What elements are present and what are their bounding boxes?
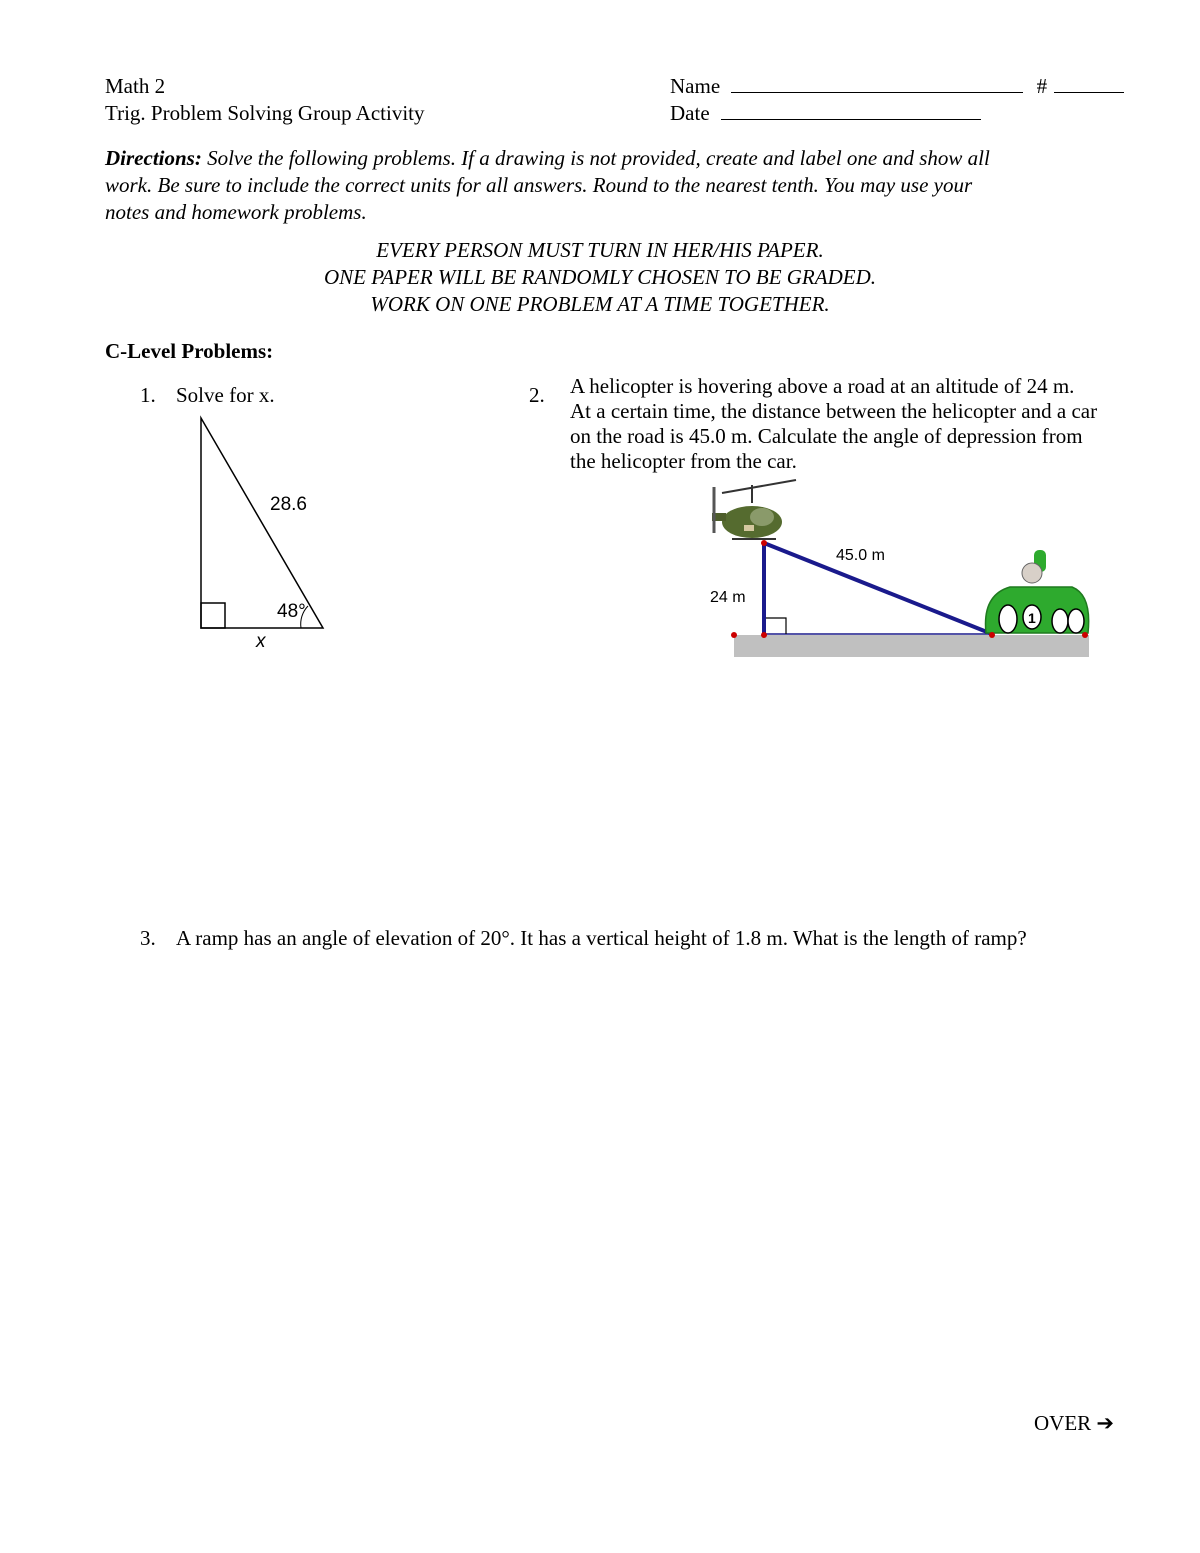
date-field[interactable] [721,101,981,120]
car-icon [986,550,1089,633]
name-label: Name [670,74,721,98]
helicopter-icon [712,480,796,539]
activity-title: Trig. Problem Solving Group Activity [105,101,425,125]
problem-2-text [570,374,1097,474]
altitude-label: 24 m [710,589,746,606]
point [761,540,767,546]
directions-line-2: work. Be sure to include the correct units for all answers. Round to the nearest tenth. You may use your [105,173,973,197]
date-label: Date [670,101,710,125]
distance-label: 45.0 m [836,547,885,564]
helicopter-figure [700,475,1100,665]
problem-2-line: At a certain time, the distance between the helicopter and a car [570,399,1098,423]
point [1082,632,1088,638]
directions-line-1: Directions: Solve the following problems. If a drawing is not provided, create and label one and show all [105,146,990,170]
angle-label: 48° [277,601,306,622]
section-title: C-Level Problems: [105,339,274,363]
number-field[interactable] [1054,74,1124,93]
problem-1-number: 1. [140,383,156,407]
date-row [670,101,981,126]
point [731,632,737,638]
point [989,632,995,638]
base-label: x [256,631,266,650]
notice-3: WORK ON ONE PROBLEM AT A TIME TOGETHER. [370,292,830,316]
problem-3-text: A ramp has an angle of elevation of 20°. It has a vertical height of 1.8 m. What is the length of ramp? [176,926,1027,950]
name-field[interactable] [731,74,1023,93]
problem-2-line: A helicopter is hovering above a road at an altitude of 24 m. [570,374,1075,398]
notice-1: EVERY PERSON MUST TURN IN HER/HIS PAPER. [376,238,824,262]
directions-line-3: notes and homework problems. [105,200,367,224]
problem-1-text: Solve for x. [176,383,275,407]
point [761,632,767,638]
number-label: # [1036,74,1048,98]
directions-label: Directions: [105,146,202,170]
car-number-label: 1 [1028,610,1036,626]
right-triangle [201,418,323,628]
course-title: Math 2 [105,74,166,98]
triangle-figure [190,410,340,650]
hypotenuse-label: 28.6 [270,494,307,515]
right-arrow-icon: ➔ [1096,1411,1115,1435]
right-angle-marker [766,618,786,634]
problem-2-number: 2. [529,383,545,407]
problem-3-number: 3. [140,926,156,950]
notice-2: ONE PAPER WILL BE RANDOMLY CHOSEN TO BE GRADED. [324,265,876,289]
road [734,635,1089,657]
name-row [670,74,1124,99]
over-label: OVER ➔ [1034,1411,1115,1435]
right-angle-marker [201,603,225,628]
problem-2-line: the helicopter from the car. [570,449,797,473]
problem-2-line: on the road is 45.0 m. Calculate the angle of depression from [570,424,1083,448]
